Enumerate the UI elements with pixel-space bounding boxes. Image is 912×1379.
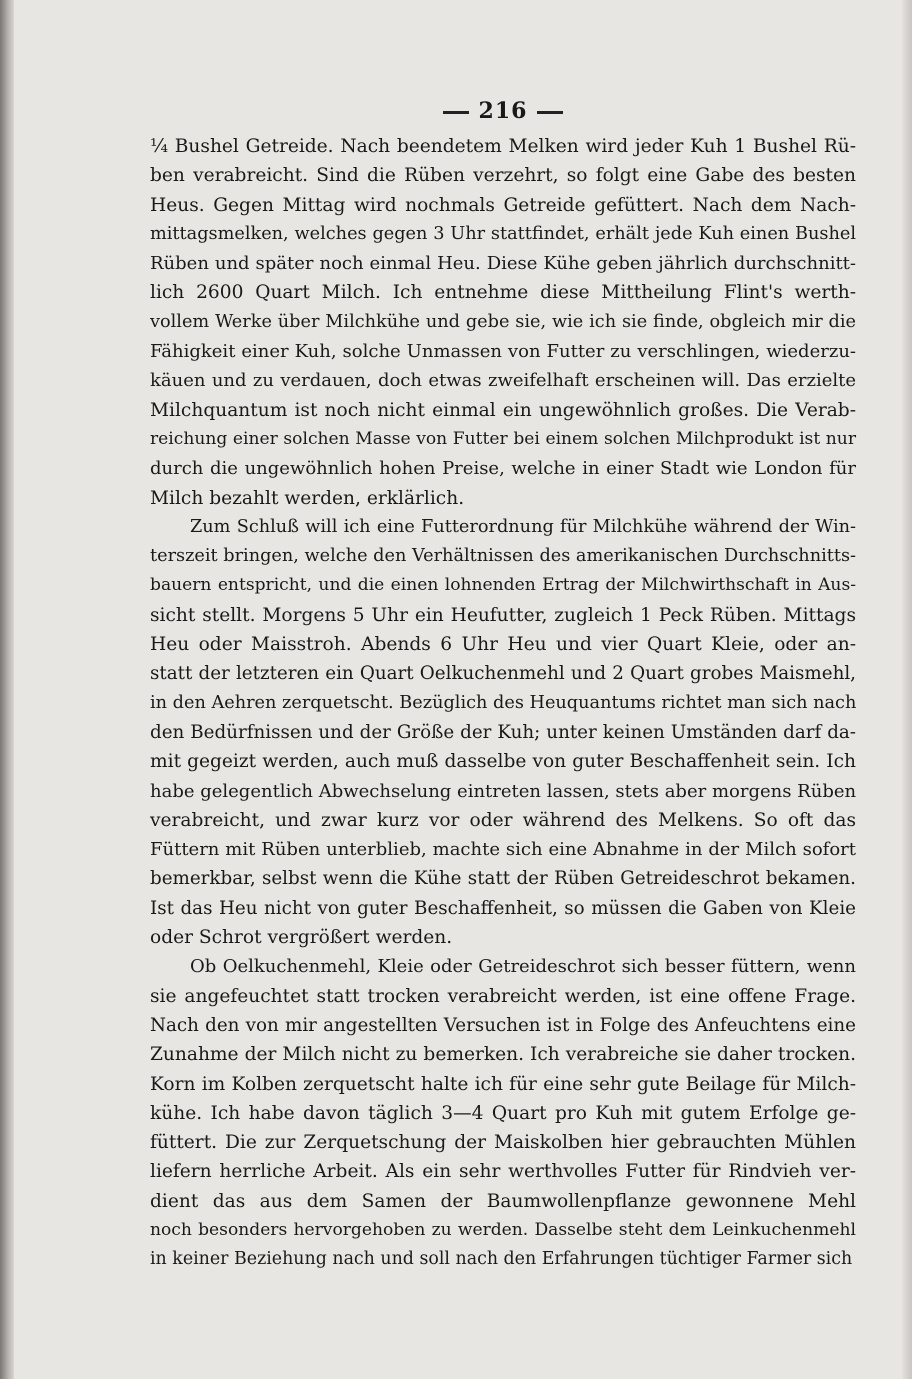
text-line: den Bedürfnissen und der Größe der Kuh; unter keinen Umständen darf da- (150, 721, 856, 743)
text-line: terszeit bringen, welche den Verhältnissen des amerikanischen Durchschnitts- (150, 546, 857, 567)
text-line: Milch bezahlt werden, erklärlich. (150, 487, 465, 509)
header-dash-left (443, 111, 469, 114)
text-line: Milchquantum ist noch nicht einmal ein ungewöhnlich großes. Die Verab- (150, 399, 856, 421)
text-line: Ob Oelkuchenmehl, Kleie oder Getreideschrot sich besser füttern, wenn (190, 956, 856, 978)
text-line: durch die ungewöhnlich hohen Preise, welche in einer Stadt wie London für (150, 458, 856, 480)
text-line: oder Schrot vergrößert werden. (150, 927, 453, 949)
scan-binding-edge (0, 0, 14, 1379)
text-line: mit gegeizt werden, auch muß dasselbe von guter Beschaffenheit sein. Ich (150, 751, 856, 773)
text-line: Füttern mit Rüben unterblieb, machte sich eine Abnahme in der Milch sofort (150, 839, 856, 861)
text-line: Fähigkeit einer Kuh, solche Unmassen von Futter zu verschlingen, wiederzu- (150, 341, 856, 363)
text-line: statt der letzteren ein Quart Oelkuchenmehl und 2 Quart grobes Maismehl, (150, 663, 856, 685)
text-line: dient das aus dem Samen der Baumwollenpflanze gewonnene Mehl (150, 1190, 856, 1212)
header-dash-right (537, 111, 563, 114)
text-line: mittagsmelken, welches gegen 3 Uhr stattfindet, erhält jede Kuh einen Bushel (150, 223, 856, 244)
text-line: bauern entspricht, und die einen lohnenden Ertrag der Milchwirthschaft in Aus- (150, 575, 856, 596)
page-body (150, 132, 856, 1275)
text-line: Ist das Heu nicht von guter Beschaffenheit, so müssen die Gaben von Kleie (150, 897, 856, 919)
text-line: bemerkbar, selbst wenn die Kühe statt der Rüben Getreideschrot bekamen. (150, 868, 856, 890)
text-line: Zum Schluß will ich eine Futterordnung für Milchkühe während der Win- (190, 516, 856, 537)
text-line: Nach den von mir angestellten Versuchen ist in Folge des Anfeuchtens eine (150, 1014, 856, 1036)
text-line: Zunahme der Milch nicht zu bemerken. Ich verabreiche sie daher trocken. (150, 1044, 856, 1066)
text-line: verabreicht, und zwar kurz vor oder während des Melkens. So oft das (150, 809, 856, 831)
text-line: sie angefeuchtet statt trocken verabreicht werden, ist eine offene Frage. (150, 985, 856, 1007)
paragraph (150, 132, 856, 513)
text-line: kühe. Ich habe davon täglich 3—4 Quart pro Kuh mit gutem Erfolge ge- (150, 1102, 856, 1124)
text-line: käuen und zu verdauen, doch etwas zweifelhaft erscheinen will. Das erzielte (150, 370, 856, 392)
text-line: Rüben und später noch einmal Heu. Diese Kühe geben jährlich durchschnitt- (150, 253, 856, 275)
text-line: vollem Werke über Milchkühe und gebe sie, wie ich sie finde, obgleich mir die (150, 311, 856, 332)
text-line: Heus. Gegen Mittag wird nochmals Getreide gefüttert. Nach dem Nach- (150, 194, 856, 216)
text-line: sicht stellt. Morgens 5 Uhr ein Heufutter, zugleich 1 Peck Rüben. Mittags (150, 604, 856, 626)
text-line: in den Aehren zerquetscht. Bezüglich des Heuquantums richtet man sich nach (150, 692, 857, 713)
book-page (150, 90, 856, 1275)
page-number: 216 (478, 98, 528, 124)
text-line: füttert. Die zur Zerquetschung der Maiskolben hier gebrauchten Mühlen (150, 1132, 856, 1154)
page-header (150, 90, 856, 132)
paragraph (150, 952, 856, 1274)
paragraph (150, 513, 856, 952)
text-line: ¼ Bushel Getreide. Nach beendetem Melken wird jeder Kuh 1 Bushel Rü- (150, 136, 856, 157)
text-line: in keiner Beziehung nach und soll nach den Erfahrungen tüchtiger Farmer sich (150, 1249, 853, 1270)
text-line: liefern herrliche Arbeit. Als ein sehr werthvolles Futter für Rindvieh ver- (150, 1161, 856, 1183)
text-line: reichung einer solchen Masse von Futter bei einem solchen Milchprodukt ist nur (150, 428, 856, 449)
text-line: ben verabreicht. Sind die Rüben verzehrt, so folgt eine Gabe des besten (150, 165, 856, 187)
text-line: noch besonders hervorgehoben zu werden. Dasselbe steht dem Leinkuchenmehl (150, 1219, 856, 1240)
text-line: habe gelegentlich Abwechselung eintreten lassen, stets aber morgens Rüben (150, 780, 857, 802)
text-line: lich 2600 Quart Milch. Ich entnehme diese Mittheilung Flint's werth- (150, 282, 856, 304)
text-line: Heu oder Maisstroh. Abends 6 Uhr Heu und vier Quart Kleie, oder an- (150, 634, 856, 656)
scan-right-edge (902, 0, 912, 1379)
text-line: Korn im Kolben zerquetscht halte ich für eine sehr gute Beilage für Milch- (150, 1073, 856, 1095)
